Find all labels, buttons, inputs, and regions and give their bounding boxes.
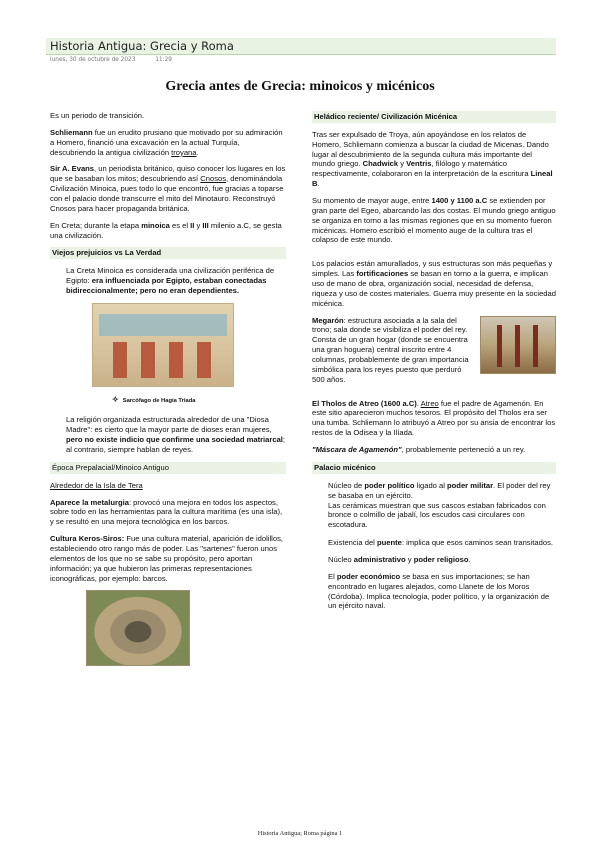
evans-name: Sir A. Evans <box>50 164 95 174</box>
sarcophagus-image <box>92 303 234 387</box>
right-column <box>312 111 556 618</box>
prejuicio-diosa: La religión organizada estructurada alrededor de una "Diosa Madre": es cierto que la mayor parte de dioses eran mujeres, pero no existe indicio que confirme una sociedad matriarcal; al contrario, siempre hablan de reyes. <box>66 415 286 454</box>
intro-text: Es un periodo de transición. <box>50 111 145 120</box>
section-heading-prepalacial: Época Prepalacial/Minoico Antiguo <box>50 462 286 474</box>
schliemann-name: Schliemann <box>50 127 93 137</box>
atreo-link[interactable]: Atreo <box>420 398 439 408</box>
excavation-pit-image <box>86 590 190 666</box>
mascara-paragraph: "Máscara de Agamenón", probablemente perteneció a un rey. <box>312 445 526 455</box>
subheading-tera: Alrededor de la Isla de Tera <box>50 480 143 490</box>
palacio-economico: El poder económico se basa en sus importaciones; se han encontrado en lugares alejados, como Llanete de los Moros (Córdoba). Implica tecnología, poder político, y la organización de un ejército naval. <box>328 571 550 611</box>
palacio-politico: Núcleo de poder político ligado al poder militar. El poder del rey se basaba en un ejército. Las cerámicas muestran que sus cascos estaban fabricados con bronce o colmillo de jabalí, los escudos casi circulares con escotadura. <box>328 480 551 530</box>
section-heading-palacio: Palacio micénico <box>312 462 556 474</box>
section-heading-prejuicios: Viejos prejuicios vs La Verdad <box>50 247 286 259</box>
prejuicio-egipto: La Creta Minoica es considerada una civilización periférica de Egipto: era influenciada por Egipto, estaban conectadas bidireccionalmente; pero no eran dependientes. <box>66 266 275 296</box>
megaron-paragraph: Megarón: estructura asociada a la sala del trono; sala donde se visibiliza el poder del rey. Consta de un gran hogar (donde se encuentra una gran hoguera) central inscrito entre 4 columnas, probablemente de gran importancia simbólica para los reyes puesto que perduró 500 años. <box>312 315 469 384</box>
page-meta <box>50 57 190 65</box>
notebook-title-bar <box>46 38 556 55</box>
left-column <box>50 111 286 666</box>
notebook-title: Historia Antigua: Grecia y Roma <box>50 39 234 53</box>
page-date: lunes, 30 de octubre de 2023 <box>50 57 136 63</box>
tholos-paragraph: El Tholos de Atreo (1600 a.C). Atreo fue el padre de Agamenón. En este sitio aparecieron muchos tesoros. El propósito del Tholos era ser una tumba. Schliemann lo atribuyó a Atreo por su ansia de encontrar los restos de la Odisea y la Ilíada. <box>312 398 556 438</box>
cnosos-link[interactable]: Cnosos <box>200 174 227 184</box>
schliemann-paragraph: Schliemann fue un erudito prusiano que motivado por su admiración a Homero, financió una excavación en la actual Turquía, descubriendo la antigua civilización troyana. <box>50 127 283 157</box>
page-footer: Historia Antigua; Roma página 1 <box>257 830 343 837</box>
creta-paragraph: En Creta; durante la etapa minoica es el II y III milenio a.C, se gesta una civilización. <box>50 220 282 240</box>
palacio-puente: Existencia del puente: implica que esos caminos sean transitados. <box>328 538 553 548</box>
troyana-link[interactable]: troyana <box>171 147 197 157</box>
page-time: 11:29 <box>155 57 172 63</box>
page-title: Grecia antes de Grecia: minoicos y micénicos <box>165 79 435 94</box>
palacios-paragraph: Los palacios están amurallados, y sus estructuras son más pequeñas y simples. Las fortificaciones se basan en torno a la guerra, e implican uso de mano de obra, organización social, necesidad de defensa, riqueza y uso de costes materiales. Guerra muy presente en la sociedad micénica. <box>312 259 556 308</box>
keros-paragraph: Cultura Keros-Siros: Fue una cultura material, aparición de idolillos, estableciendo otro rango más de poder. Las "sartenes" fueron unos elementos de los que no se sabe su propósito, pero aportan información; ya que hubieron las primeras representaciones iconográficas, por ejemplo: barcos. <box>50 534 283 583</box>
auge-paragraph: Su momento de mayor auge, entre 1400 y 1100 a.C se extienden por gran parte del Egeo, abarcando las dos costas. El mundo griego antiguo se organiza en torno a las mismas regiones que en su momento fueron micénicas. Homero escribió el momento auge de la cultura tras el colapso de este mundo. <box>312 196 556 245</box>
section-heading-micenica: Heládico reciente/ Civilización Micénica <box>312 111 556 123</box>
diamond-bullet-icon: ✧ <box>112 394 119 404</box>
metalurgia-paragraph: Aparece la metalurgia: provocó una mejora en todos los aspectos, sobre todo en las herramientas para la cultura marítima (es una isla), y se resultó en una mejora tecnológica en los barcos. <box>50 497 283 527</box>
image-caption: ✧ Sarcófago de Hagia Triada <box>112 394 196 404</box>
micenas-paragraph: Tras ser expulsado de Troya, aún apoyándose en los relatos de Homero, Schliemann comienza a buscar la ciudad de Micenas. Dando lugar al descubrimiento de la segunda cultura más importante del mundo griego. Chadwick y Ventris, filólogo y matemático respectivamente, colaboraron en la interpretación de la escritura Lineal B. <box>312 129 553 189</box>
megaron-image <box>480 316 556 374</box>
evans-paragraph: Sir A. Evans, un periodista británico, quiso conocer los lugares en los que se basaban los mitos; descubriendo así Cnosos, denominándola Civilización Minoica, pues todo lo que encontró, fue gracias a toparse con el palacio donde transcurre el mito del Minotauro. Reconstruyó Cnosos para hacer propaganda británica. <box>50 164 286 213</box>
palacio-administrativo: Núcleo administrativo y poder religioso. <box>328 554 471 564</box>
